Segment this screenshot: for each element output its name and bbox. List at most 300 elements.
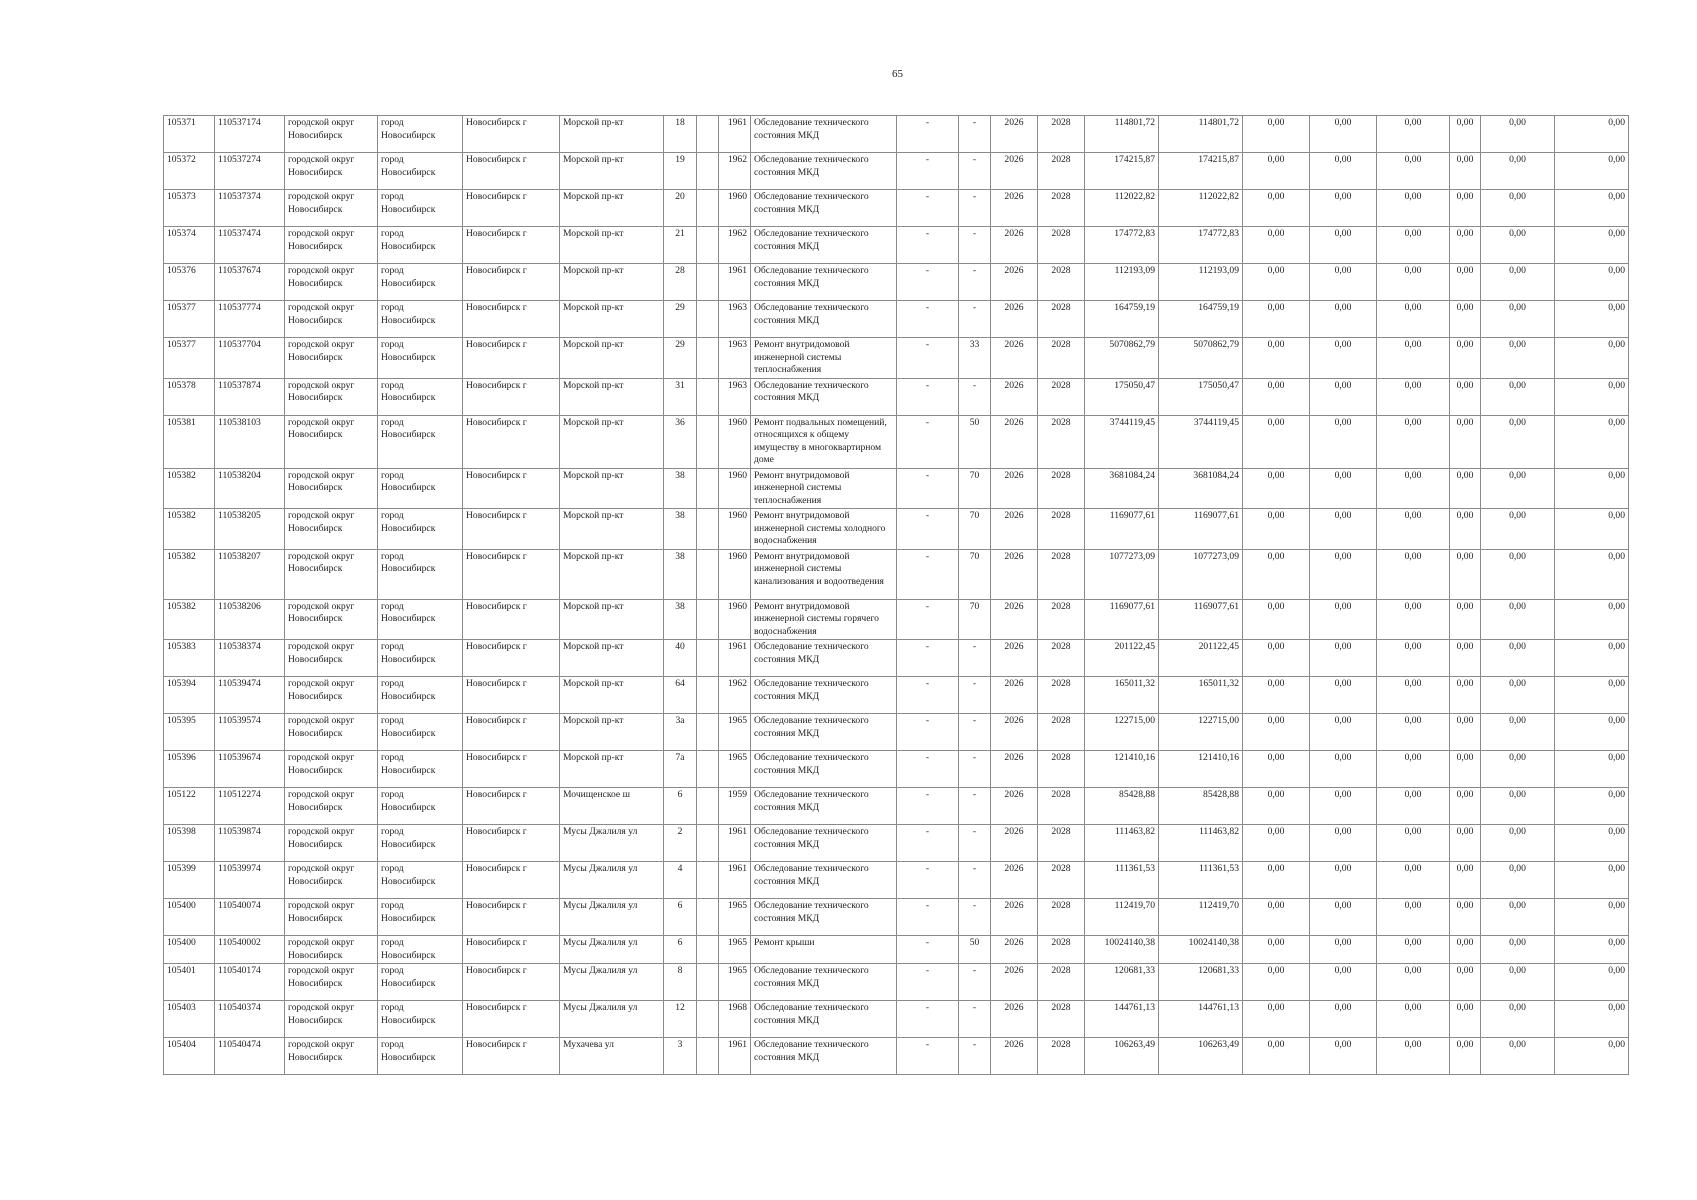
row-build-year: 1960 [719, 468, 751, 509]
row-value-1: 0,00 [1243, 1038, 1310, 1075]
row-build-year: 1960 [719, 509, 751, 550]
row-build-year: 1965 [719, 964, 751, 1001]
row-value-6: 0,00 [1555, 301, 1629, 338]
row-code: 110539674 [215, 751, 285, 788]
row-house: 19 [664, 153, 697, 190]
row-value-5: 0,00 [1481, 1038, 1555, 1075]
row-fund-cost: 112022,82 [1159, 190, 1243, 227]
row-value-4: 0,00 [1450, 549, 1481, 599]
row-street: Мусы Джалиля ул [560, 825, 664, 862]
row-year-from: 2026 [991, 116, 1038, 153]
row-value-5: 0,00 [1481, 415, 1555, 468]
row-work-type: Обследование технического состояния МКД [751, 677, 897, 714]
row-build-year: 1961 [719, 264, 751, 301]
row-value-5: 0,00 [1481, 714, 1555, 751]
row-build-year: 1961 [719, 825, 751, 862]
row-total-cost: 1169077,61 [1085, 509, 1159, 550]
table-row [164, 1038, 1629, 1075]
row-year-from: 2026 [991, 468, 1038, 509]
row-settlement: Новосибирск г [463, 1001, 560, 1038]
row-value-6: 0,00 [1555, 116, 1629, 153]
row-total-cost: 122715,00 [1085, 714, 1159, 751]
row-okrug: городской округ Новосибирск [285, 751, 378, 788]
page-number: 65 [892, 68, 903, 80]
row-okrug: городской округ Новосибирск [285, 190, 378, 227]
row-extra [697, 862, 719, 899]
row-total-cost: 120681,33 [1085, 964, 1159, 1001]
row-value-6: 0,00 [1555, 677, 1629, 714]
row-settlement: Новосибирск г [463, 227, 560, 264]
row-total-cost: 112193,09 [1085, 264, 1159, 301]
row-settlement: Новосибирск г [463, 936, 560, 964]
row-code: 110537474 [215, 227, 285, 264]
row-okrug: городской округ Новосибирск [285, 153, 378, 190]
row-value-1: 0,00 [1243, 964, 1310, 1001]
row-code: 110537774 [215, 301, 285, 338]
row-year-to: 2028 [1038, 899, 1085, 936]
row-value-4: 0,00 [1450, 378, 1481, 415]
row-year-from: 2026 [991, 714, 1038, 751]
row-col-b: - [959, 301, 991, 338]
row-id: 105371 [164, 116, 215, 153]
row-house: 3 [664, 1038, 697, 1075]
row-gorod: город Новосибирск [378, 599, 463, 640]
row-value-2: 0,00 [1310, 936, 1377, 964]
row-id: 105382 [164, 468, 215, 509]
row-col-a: - [897, 677, 959, 714]
row-street: Морской пр-кт [560, 468, 664, 509]
row-year-to: 2028 [1038, 227, 1085, 264]
row-value-1: 0,00 [1243, 640, 1310, 677]
row-settlement: Новосибирск г [463, 190, 560, 227]
row-extra [697, 338, 719, 379]
row-year-to: 2028 [1038, 751, 1085, 788]
row-value-6: 0,00 [1555, 899, 1629, 936]
row-col-a: - [897, 964, 959, 1001]
table-row [164, 1001, 1629, 1038]
row-build-year: 1960 [719, 415, 751, 468]
row-col-a: - [897, 116, 959, 153]
row-value-3: 0,00 [1377, 509, 1450, 550]
table-row [164, 714, 1629, 751]
row-value-5: 0,00 [1481, 227, 1555, 264]
row-value-1: 0,00 [1243, 415, 1310, 468]
row-work-type: Обследование технического состояния МКД [751, 788, 897, 825]
row-fund-cost: 3681084,24 [1159, 468, 1243, 509]
row-value-1: 0,00 [1243, 677, 1310, 714]
row-value-5: 0,00 [1481, 509, 1555, 550]
table-row [164, 825, 1629, 862]
row-value-1: 0,00 [1243, 338, 1310, 379]
row-code: 110540174 [215, 964, 285, 1001]
row-work-type: Обследование технического состояния МКД [751, 899, 897, 936]
row-work-type: Обследование технического состояния МКД [751, 825, 897, 862]
row-value-3: 0,00 [1377, 862, 1450, 899]
table-row [164, 751, 1629, 788]
table-row [164, 899, 1629, 936]
row-code: 110538103 [215, 415, 285, 468]
row-year-from: 2026 [991, 153, 1038, 190]
row-fund-cost: 144761,13 [1159, 1001, 1243, 1038]
row-extra [697, 509, 719, 550]
row-gorod: город Новосибирск [378, 378, 463, 415]
row-year-to: 2028 [1038, 378, 1085, 415]
row-id: 105404 [164, 1038, 215, 1075]
row-code: 110537274 [215, 153, 285, 190]
row-id: 105401 [164, 964, 215, 1001]
row-id: 105396 [164, 751, 215, 788]
row-value-5: 0,00 [1481, 338, 1555, 379]
row-col-a: - [897, 338, 959, 379]
row-col-b: - [959, 640, 991, 677]
row-okrug: городской округ Новосибирск [285, 1038, 378, 1075]
row-settlement: Новосибирск г [463, 378, 560, 415]
row-build-year: 1959 [719, 788, 751, 825]
row-value-6: 0,00 [1555, 509, 1629, 550]
row-value-6: 0,00 [1555, 788, 1629, 825]
row-street: Морской пр-кт [560, 116, 664, 153]
row-value-4: 0,00 [1450, 338, 1481, 379]
row-gorod: город Новосибирск [378, 301, 463, 338]
row-col-a: - [897, 549, 959, 599]
row-okrug: городской округ Новосибирск [285, 227, 378, 264]
row-value-6: 0,00 [1555, 468, 1629, 509]
row-value-4: 0,00 [1450, 153, 1481, 190]
row-col-a: - [897, 301, 959, 338]
row-fund-cost: 112419,70 [1159, 899, 1243, 936]
row-value-6: 0,00 [1555, 378, 1629, 415]
row-year-from: 2026 [991, 264, 1038, 301]
row-build-year: 1961 [719, 116, 751, 153]
table-row [164, 677, 1629, 714]
row-value-4: 0,00 [1450, 964, 1481, 1001]
row-value-3: 0,00 [1377, 964, 1450, 1001]
row-value-5: 0,00 [1481, 677, 1555, 714]
row-year-from: 2026 [991, 378, 1038, 415]
row-total-cost: 1169077,61 [1085, 599, 1159, 640]
row-value-5: 0,00 [1481, 378, 1555, 415]
table-row [164, 415, 1629, 468]
row-col-a: - [897, 599, 959, 640]
row-value-2: 0,00 [1310, 714, 1377, 751]
row-extra [697, 677, 719, 714]
row-work-type: Обследование технического состояния МКД [751, 862, 897, 899]
row-col-a: - [897, 788, 959, 825]
row-year-to: 2028 [1038, 964, 1085, 1001]
row-col-a: - [897, 509, 959, 550]
row-value-6: 0,00 [1555, 751, 1629, 788]
row-okrug: городской округ Новосибирск [285, 899, 378, 936]
row-value-2: 0,00 [1310, 964, 1377, 1001]
row-extra [697, 227, 719, 264]
row-build-year: 1961 [719, 862, 751, 899]
row-value-3: 0,00 [1377, 751, 1450, 788]
table-row [164, 378, 1629, 415]
row-build-year: 1963 [719, 338, 751, 379]
row-col-b: - [959, 1001, 991, 1038]
table-row [164, 153, 1629, 190]
row-settlement: Новосибирск г [463, 751, 560, 788]
row-value-4: 0,00 [1450, 227, 1481, 264]
row-year-to: 2028 [1038, 415, 1085, 468]
row-house: 36 [664, 415, 697, 468]
row-value-1: 0,00 [1243, 751, 1310, 788]
row-year-from: 2026 [991, 899, 1038, 936]
row-value-5: 0,00 [1481, 788, 1555, 825]
row-house: 38 [664, 468, 697, 509]
table-row [164, 549, 1629, 599]
row-total-cost: 174215,87 [1085, 153, 1159, 190]
row-year-from: 2026 [991, 415, 1038, 468]
row-extra [697, 153, 719, 190]
row-total-cost: 175050,47 [1085, 378, 1159, 415]
row-year-to: 2028 [1038, 153, 1085, 190]
row-value-1: 0,00 [1243, 264, 1310, 301]
row-value-3: 0,00 [1377, 415, 1450, 468]
capital-repair-table [163, 115, 1629, 1075]
row-house: 29 [664, 301, 697, 338]
row-okrug: городской округ Новосибирск [285, 549, 378, 599]
row-build-year: 1963 [719, 301, 751, 338]
row-gorod: город Новосибирск [378, 153, 463, 190]
row-value-3: 0,00 [1377, 1001, 1450, 1038]
row-value-1: 0,00 [1243, 468, 1310, 509]
row-value-5: 0,00 [1481, 468, 1555, 509]
row-value-2: 0,00 [1310, 862, 1377, 899]
row-value-1: 0,00 [1243, 549, 1310, 599]
row-fund-cost: 112193,09 [1159, 264, 1243, 301]
row-gorod: город Новосибирск [378, 899, 463, 936]
row-fund-cost: 111361,53 [1159, 862, 1243, 899]
row-code: 110539574 [215, 714, 285, 751]
row-value-3: 0,00 [1377, 714, 1450, 751]
row-gorod: город Новосибирск [378, 227, 463, 264]
row-value-5: 0,00 [1481, 862, 1555, 899]
row-value-2: 0,00 [1310, 468, 1377, 509]
row-code: 110538204 [215, 468, 285, 509]
row-okrug: городской округ Новосибирск [285, 825, 378, 862]
row-gorod: город Новосибирск [378, 751, 463, 788]
row-house: 64 [664, 677, 697, 714]
row-okrug: городской округ Новосибирск [285, 714, 378, 751]
row-col-a: - [897, 378, 959, 415]
row-value-6: 0,00 [1555, 190, 1629, 227]
table-row [164, 788, 1629, 825]
row-okrug: городской округ Новосибирск [285, 415, 378, 468]
row-col-b: 50 [959, 936, 991, 964]
row-col-a: - [897, 190, 959, 227]
row-settlement: Новосибирск г [463, 415, 560, 468]
row-fund-cost: 106263,49 [1159, 1038, 1243, 1075]
row-extra [697, 1038, 719, 1075]
row-year-to: 2028 [1038, 640, 1085, 677]
row-col-a: - [897, 640, 959, 677]
row-gorod: город Новосибирск [378, 788, 463, 825]
row-value-3: 0,00 [1377, 899, 1450, 936]
row-extra [697, 301, 719, 338]
row-col-b: - [959, 964, 991, 1001]
row-year-to: 2028 [1038, 677, 1085, 714]
row-col-b: - [959, 899, 991, 936]
row-value-3: 0,00 [1377, 677, 1450, 714]
row-year-from: 2026 [991, 190, 1038, 227]
row-street: Морской пр-кт [560, 509, 664, 550]
row-value-2: 0,00 [1310, 415, 1377, 468]
row-col-a: - [897, 1001, 959, 1038]
row-value-3: 0,00 [1377, 936, 1450, 964]
row-value-2: 0,00 [1310, 227, 1377, 264]
row-build-year: 1962 [719, 153, 751, 190]
row-id: 105377 [164, 301, 215, 338]
row-value-2: 0,00 [1310, 264, 1377, 301]
row-extra [697, 640, 719, 677]
row-street: Морской пр-кт [560, 599, 664, 640]
row-year-to: 2028 [1038, 788, 1085, 825]
row-build-year: 1965 [719, 936, 751, 964]
row-extra [697, 1001, 719, 1038]
row-value-3: 0,00 [1377, 378, 1450, 415]
row-value-1: 0,00 [1243, 509, 1310, 550]
row-work-type: Ремонт внутридомовой инженерной системы теплоснабжения [751, 338, 897, 379]
row-house: 28 [664, 264, 697, 301]
row-street: Морской пр-кт [560, 190, 664, 227]
row-work-type: Ремонт внутридомовой инженерной системы канализования и водоотведения [751, 549, 897, 599]
row-value-3: 0,00 [1377, 338, 1450, 379]
row-value-4: 0,00 [1450, 190, 1481, 227]
row-value-4: 0,00 [1450, 788, 1481, 825]
row-year-from: 2026 [991, 788, 1038, 825]
row-work-type: Обследование технического состояния МКД [751, 227, 897, 264]
row-year-to: 2028 [1038, 509, 1085, 550]
row-okrug: городской округ Новосибирск [285, 640, 378, 677]
row-col-a: - [897, 227, 959, 264]
row-id: 105381 [164, 415, 215, 468]
row-value-1: 0,00 [1243, 788, 1310, 825]
row-code: 110540002 [215, 936, 285, 964]
row-code: 110540074 [215, 899, 285, 936]
row-okrug: городской округ Новосибирск [285, 964, 378, 1001]
row-value-3: 0,00 [1377, 599, 1450, 640]
row-work-type: Обследование технического состояния МКД [751, 264, 897, 301]
row-house: 40 [664, 640, 697, 677]
row-fund-cost: 201122,45 [1159, 640, 1243, 677]
row-build-year: 1961 [719, 1038, 751, 1075]
row-col-b: - [959, 190, 991, 227]
row-year-from: 2026 [991, 509, 1038, 550]
row-house: 31 [664, 378, 697, 415]
table-row [164, 964, 1629, 1001]
row-house: 6 [664, 936, 697, 964]
row-street: Морской пр-кт [560, 153, 664, 190]
row-value-3: 0,00 [1377, 153, 1450, 190]
row-id: 105398 [164, 825, 215, 862]
row-settlement: Новосибирск г [463, 825, 560, 862]
row-col-b: 70 [959, 468, 991, 509]
row-col-b: - [959, 714, 991, 751]
row-year-to: 2028 [1038, 599, 1085, 640]
row-extra [697, 899, 719, 936]
row-gorod: город Новосибирск [378, 549, 463, 599]
row-total-cost: 144761,13 [1085, 1001, 1159, 1038]
row-okrug: городской округ Новосибирск [285, 1001, 378, 1038]
row-code: 110538205 [215, 509, 285, 550]
row-extra [697, 714, 719, 751]
row-gorod: город Новосибирск [378, 190, 463, 227]
row-year-to: 2028 [1038, 1038, 1085, 1075]
row-gorod: город Новосибирск [378, 677, 463, 714]
row-value-1: 0,00 [1243, 190, 1310, 227]
row-value-1: 0,00 [1243, 825, 1310, 862]
row-value-4: 0,00 [1450, 825, 1481, 862]
row-value-6: 0,00 [1555, 825, 1629, 862]
row-settlement: Новосибирск г [463, 677, 560, 714]
row-total-cost: 164759,19 [1085, 301, 1159, 338]
row-value-5: 0,00 [1481, 825, 1555, 862]
row-value-4: 0,00 [1450, 599, 1481, 640]
row-house: 29 [664, 338, 697, 379]
row-id: 105400 [164, 936, 215, 964]
row-work-type: Обследование технического состояния МКД [751, 751, 897, 788]
row-gorod: город Новосибирск [378, 116, 463, 153]
row-build-year: 1960 [719, 549, 751, 599]
row-year-from: 2026 [991, 964, 1038, 1001]
row-work-type: Обследование технического состояния МКД [751, 301, 897, 338]
row-value-2: 0,00 [1310, 378, 1377, 415]
row-value-3: 0,00 [1377, 1038, 1450, 1075]
row-value-4: 0,00 [1450, 415, 1481, 468]
table-row [164, 936, 1629, 964]
row-value-6: 0,00 [1555, 862, 1629, 899]
row-okrug: городской округ Новосибирск [285, 599, 378, 640]
row-value-2: 0,00 [1310, 825, 1377, 862]
row-house: 20 [664, 190, 697, 227]
row-value-2: 0,00 [1310, 549, 1377, 599]
row-build-year: 1965 [719, 714, 751, 751]
row-settlement: Новосибирск г [463, 899, 560, 936]
row-year-to: 2028 [1038, 301, 1085, 338]
row-settlement: Новосибирск г [463, 468, 560, 509]
row-col-b: - [959, 264, 991, 301]
row-code: 110538207 [215, 549, 285, 599]
row-value-2: 0,00 [1310, 1038, 1377, 1075]
row-id: 105372 [164, 153, 215, 190]
row-id: 105382 [164, 599, 215, 640]
row-value-1: 0,00 [1243, 301, 1310, 338]
row-code: 110537374 [215, 190, 285, 227]
row-gorod: город Новосибирск [378, 415, 463, 468]
row-value-4: 0,00 [1450, 862, 1481, 899]
row-fund-cost: 120681,33 [1159, 964, 1243, 1001]
row-value-3: 0,00 [1377, 788, 1450, 825]
row-house: 38 [664, 509, 697, 550]
row-id: 105122 [164, 788, 215, 825]
row-work-type: Обследование технического состояния МКД [751, 964, 897, 1001]
row-value-3: 0,00 [1377, 825, 1450, 862]
row-total-cost: 174772,83 [1085, 227, 1159, 264]
row-col-b: 70 [959, 509, 991, 550]
row-year-to: 2028 [1038, 190, 1085, 227]
row-extra [697, 964, 719, 1001]
row-work-type: Ремонт подвальных помещений, относящихся к общему имуществу в многоквартирном доме [751, 415, 897, 468]
row-total-cost: 10024140,38 [1085, 936, 1159, 964]
row-extra [697, 190, 719, 227]
row-year-to: 2028 [1038, 338, 1085, 379]
row-col-b: - [959, 751, 991, 788]
row-fund-cost: 1077273,09 [1159, 549, 1243, 599]
row-col-b: - [959, 862, 991, 899]
table-row [164, 640, 1629, 677]
row-gorod: город Новосибирск [378, 640, 463, 677]
